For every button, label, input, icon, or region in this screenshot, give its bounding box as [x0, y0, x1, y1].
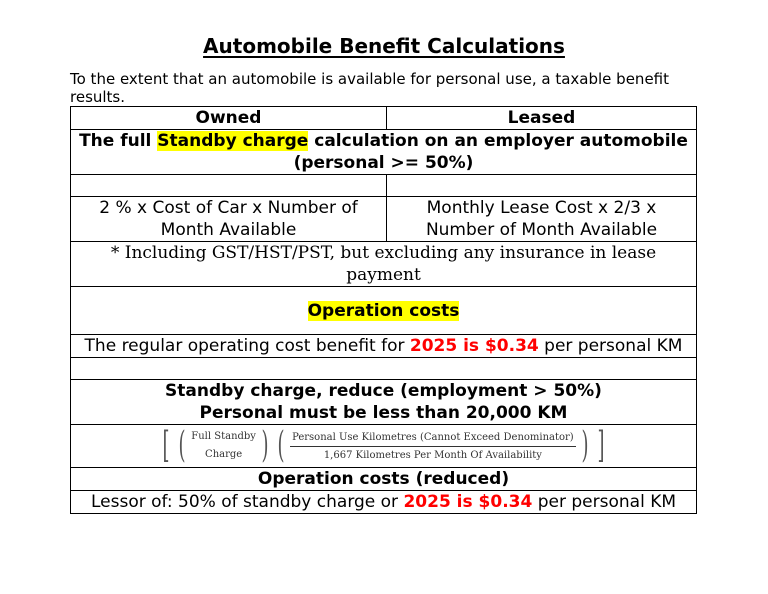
- operation-costs-reduced-row: [71, 468, 697, 491]
- fraction-denominator: 1,667 Kilometres Per Month Of Availability: [323, 449, 542, 461]
- leased-formula: Monthly Lease Cost x 2/3 x Number of Month Available: [387, 197, 697, 242]
- left-paren-icon: (: [277, 425, 285, 466]
- standby-heading: [71, 130, 697, 175]
- lessor-rate: 2025 is $0.34: [403, 492, 533, 512]
- blank-cell: [71, 175, 387, 197]
- owned-formula: 2 % x Cost of Car x Number of Month Available: [71, 197, 387, 242]
- standby-row: [71, 130, 697, 175]
- blank-row: [71, 175, 697, 197]
- reduced-standby-heading: [71, 380, 697, 425]
- intro-text: To the extent that an automobile is available for personal use, a taxable benefit results.: [70, 70, 669, 106]
- regular-suffix: per personal KM: [538, 336, 683, 356]
- regular-prefix: The regular operating cost benefit for: [84, 336, 410, 356]
- regular-cost-row: [71, 335, 697, 358]
- footnote: * Including GST/HST/PST, but excluding any insurance in lease payment: [71, 242, 697, 287]
- regular-cost-text: [71, 335, 697, 358]
- reduction-formula-cell: [71, 425, 697, 468]
- footnote-row: [71, 242, 697, 287]
- header-leased: Leased: [387, 107, 697, 130]
- standby-highlight: Standby charge: [157, 131, 309, 151]
- standby-term-top: Full Standby: [191, 431, 256, 442]
- lessor-suffix: per personal KM: [532, 492, 677, 512]
- page-title: Automobile Benefit Calculations: [203, 34, 565, 58]
- reduced-line-1: Standby charge, reduce (employment > 50%): [165, 381, 602, 401]
- header-owned: Owned: [71, 107, 387, 130]
- reduction-formula-row: [71, 425, 697, 468]
- operation-costs-label: Operation costs: [307, 300, 460, 321]
- blank-cell: [71, 358, 697, 380]
- standby-term-bottom: Charge: [205, 449, 243, 460]
- standby-term: [191, 428, 256, 464]
- right-paren-icon: ): [261, 425, 269, 466]
- lessor-prefix: Lessor of: 50% of standby charge or: [90, 492, 404, 512]
- standby-suffix: calculation on an employer automobile (personal >= 50%): [293, 131, 688, 173]
- operation-costs-reduced-heading: Operation costs (reduced): [71, 468, 697, 491]
- fraction-numerator: Personal Use Kilometres (Cannot Exceed Denominator): [290, 429, 576, 447]
- right-paren-icon: ): [581, 425, 589, 466]
- operation-costs-row: [71, 287, 697, 335]
- km-fraction: [290, 429, 576, 464]
- operation-costs-heading: [71, 287, 697, 335]
- reduction-formula: [159, 425, 608, 466]
- blank-cell: [387, 175, 697, 197]
- blank-row: [71, 358, 697, 380]
- formula-row: [71, 197, 697, 242]
- benefit-table: [70, 106, 697, 514]
- lessor-text: [71, 491, 697, 514]
- standby-prefix: The full: [79, 131, 158, 151]
- left-bracket-icon: [: [162, 425, 170, 466]
- header-row: [71, 107, 697, 130]
- reduced-standby-row: [71, 380, 697, 425]
- right-bracket-icon: ]: [597, 425, 605, 466]
- lessor-row: [71, 491, 697, 514]
- reduced-line-2: Personal must be less than 20,000 KM: [199, 403, 568, 423]
- regular-rate: 2025 is $0.34: [409, 336, 539, 356]
- left-paren-icon: (: [178, 425, 186, 466]
